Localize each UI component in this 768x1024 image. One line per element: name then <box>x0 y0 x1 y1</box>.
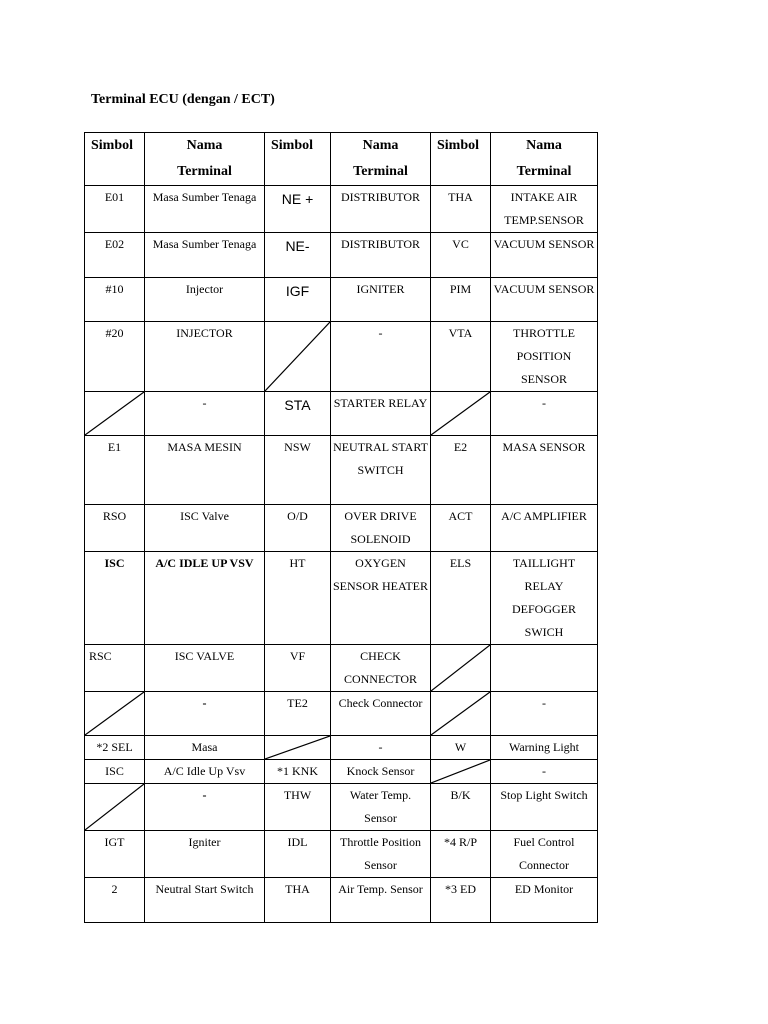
simbol-cell: RSO <box>85 505 145 552</box>
header-simbol-2: Simbol <box>265 133 331 186</box>
nama-cell <box>491 645 598 692</box>
simbol-cell: ELS <box>431 552 491 645</box>
nama-cell: - <box>491 760 598 784</box>
table-row <box>85 505 598 552</box>
nama-cell: ED Monitor <box>491 878 598 923</box>
simbol-cell: IDL <box>265 831 331 878</box>
nama-cell: - <box>145 392 265 436</box>
nama-cell: - <box>145 692 265 736</box>
simbol-cell: E1 <box>85 436 145 505</box>
table-row <box>85 233 598 278</box>
nama-cell: - <box>145 784 265 831</box>
nama-cell: VACUUM SENSOR <box>491 233 598 278</box>
simbol-cell: PIM <box>431 278 491 322</box>
nama-cell: STARTER RELAY <box>331 392 431 436</box>
nama-cell: THROTTLE POSITION SENSOR <box>491 322 598 392</box>
simbol-cell: *1 KNK <box>265 760 331 784</box>
diagonal-slash <box>265 736 330 759</box>
nama-cell: A/C Idle Up Vsv <box>145 760 265 784</box>
simbol-cell: E01 <box>85 186 145 233</box>
header-nama-terminal-1 <box>145 133 265 186</box>
nama-cell: Masa Sumber Tenaga <box>145 186 265 233</box>
nama-cell: CHECK CONNECTOR <box>331 645 431 692</box>
diagonal-slash <box>85 784 144 830</box>
simbol-cell: ISC <box>85 760 145 784</box>
simbol-cell: RSC <box>85 645 145 692</box>
simbol-cell: VTA <box>431 322 491 392</box>
nama-cell: Stop Light Switch <box>491 784 598 831</box>
simbol-cell: NE- <box>265 233 331 278</box>
empty-diagonal-cell <box>265 322 331 392</box>
nama-cell: - <box>491 392 598 436</box>
empty-diagonal-cell <box>431 645 491 692</box>
simbol-cell: E02 <box>85 233 145 278</box>
nama-cell: - <box>491 692 598 736</box>
empty-diagonal-cell <box>431 760 491 784</box>
table-row <box>85 645 598 692</box>
table-row <box>85 436 598 505</box>
header-nama-terminal-3 <box>491 133 598 186</box>
simbol-cell: IGF <box>265 278 331 322</box>
table-row <box>85 392 598 436</box>
header-simbol-3: Simbol <box>431 133 491 186</box>
table-row <box>85 784 598 831</box>
simbol-cell: 2 <box>85 878 145 923</box>
header-row <box>85 133 598 186</box>
simbol-cell: THA <box>431 186 491 233</box>
nama-cell: Injector <box>145 278 265 322</box>
header-terminal-1: Terminal <box>177 164 232 179</box>
simbol-cell: *4 R/P <box>431 831 491 878</box>
page-title: Terminal ECU (dengan / ECT) <box>91 92 275 107</box>
nama-cell: OVER DRIVE SOLENOID <box>331 505 431 552</box>
diagonal-slash <box>85 692 144 735</box>
diagonal-slash <box>431 645 490 691</box>
nama-cell: A/C AMPLIFIER <box>491 505 598 552</box>
simbol-cell: E2 <box>431 436 491 505</box>
diagonal-slash <box>85 392 144 435</box>
simbol-cell: NE + <box>265 186 331 233</box>
simbol-cell: B/K <box>431 784 491 831</box>
simbol-cell: NSW <box>265 436 331 505</box>
diagonal-slash <box>431 692 490 735</box>
simbol-cell: TE2 <box>265 692 331 736</box>
nama-cell: OXYGEN SENSOR HEATER <box>331 552 431 645</box>
simbol-cell: THA <box>265 878 331 923</box>
nama-cell: Fuel Control Connector <box>491 831 598 878</box>
nama-cell: Neutral Start Switch <box>145 878 265 923</box>
simbol-cell: #20 <box>85 322 145 392</box>
nama-cell: INTAKE AIR TEMP.SENSOR <box>491 186 598 233</box>
simbol-cell: VC <box>431 233 491 278</box>
nama-cell: INJECTOR <box>145 322 265 392</box>
simbol-cell: ACT <box>431 505 491 552</box>
table-row <box>85 692 598 736</box>
simbol-cell: THW <box>265 784 331 831</box>
nama-cell: Igniter <box>145 831 265 878</box>
simbol-cell: STA <box>265 392 331 436</box>
nama-cell: A/C IDLE UP VSV <box>145 552 265 645</box>
empty-diagonal-cell <box>85 784 145 831</box>
simbol-cell: *3 ED <box>431 878 491 923</box>
empty-diagonal-cell <box>265 736 331 760</box>
nama-cell: Masa <box>145 736 265 760</box>
table-row <box>85 831 598 878</box>
diagonal-slash <box>431 760 490 783</box>
header-nama-1: Nama <box>186 138 223 153</box>
simbol-cell: ISC <box>85 552 145 645</box>
nama-cell: MASA SENSOR <box>491 436 598 505</box>
table-row <box>85 878 598 923</box>
table-row <box>85 186 598 233</box>
simbol-cell: *2 SEL <box>85 736 145 760</box>
diagonal-slash <box>431 392 490 435</box>
simbol-cell: O/D <box>265 505 331 552</box>
nama-cell: - <box>331 736 431 760</box>
diagonal-slash <box>265 322 330 391</box>
nama-cell: Water Temp. Sensor <box>331 784 431 831</box>
header-terminal-2: Terminal <box>353 164 408 179</box>
simbol-cell: #10 <box>85 278 145 322</box>
table-row <box>85 760 598 784</box>
simbol-cell: IGT <box>85 831 145 878</box>
nama-cell: DISTRIBUTOR <box>331 233 431 278</box>
header-nama-terminal-2 <box>331 133 431 186</box>
nama-cell: Throttle Position Sensor <box>331 831 431 878</box>
nama-cell: Masa Sumber Tenaga <box>145 233 265 278</box>
simbol-cell: W <box>431 736 491 760</box>
simbol-cell: VF <box>265 645 331 692</box>
nama-cell: Knock Sensor <box>331 760 431 784</box>
empty-diagonal-cell <box>431 692 491 736</box>
terminal-table <box>84 132 598 923</box>
nama-cell: TAILLIGHT RELAY DEFOGGER SWICH <box>491 552 598 645</box>
nama-cell: IGNITER <box>331 278 431 322</box>
nama-cell: DISTRIBUTOR <box>331 186 431 233</box>
header-nama-2: Nama <box>362 138 399 153</box>
nama-cell: ISC Valve <box>145 505 265 552</box>
nama-cell: MASA MESIN <box>145 436 265 505</box>
nama-cell: Warning Light <box>491 736 598 760</box>
empty-diagonal-cell <box>431 392 491 436</box>
nama-cell: - <box>331 322 431 392</box>
nama-cell: Air Temp. Sensor <box>331 878 431 923</box>
table-row <box>85 322 598 392</box>
empty-diagonal-cell <box>85 692 145 736</box>
header-nama-3: Nama <box>526 138 562 153</box>
nama-cell: Check Connector <box>331 692 431 736</box>
table-row <box>85 736 598 760</box>
nama-cell: ISC VALVE <box>145 645 265 692</box>
header-simbol-1: Simbol <box>85 133 145 186</box>
simbol-cell: HT <box>265 552 331 645</box>
table-row <box>85 278 598 322</box>
header-terminal-3: Terminal <box>516 164 572 179</box>
empty-diagonal-cell <box>85 392 145 436</box>
nama-cell: NEUTRAL START SWITCH <box>331 436 431 505</box>
table-row <box>85 552 598 645</box>
nama-cell: VACUUM SENSOR <box>491 278 598 322</box>
